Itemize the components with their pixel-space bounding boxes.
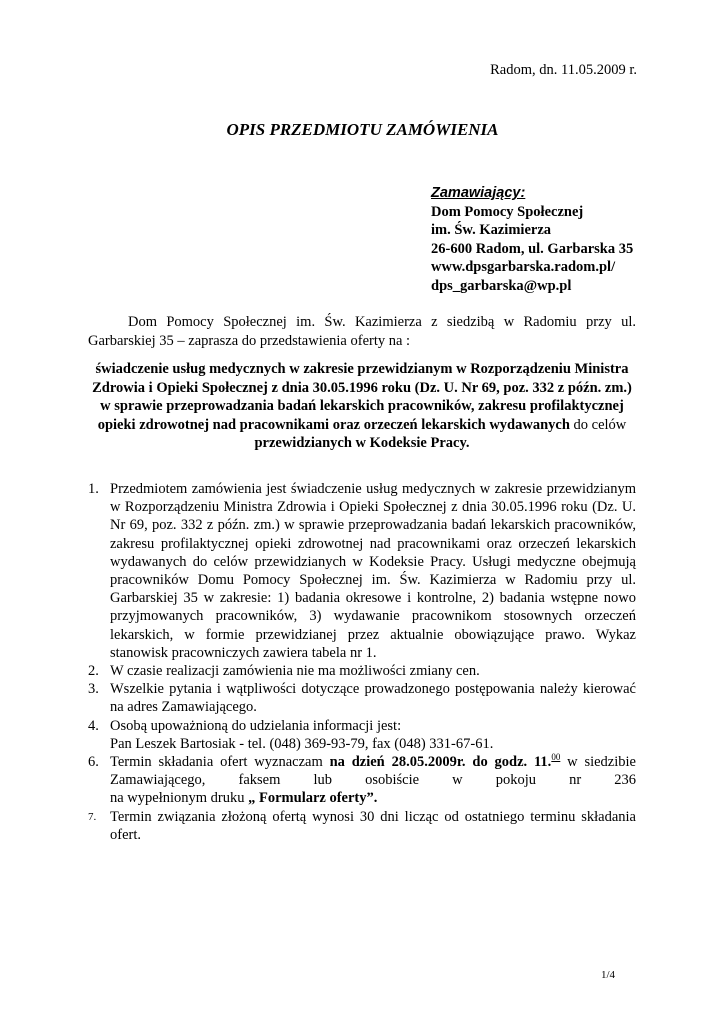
item-text: Termin związania złożoną ofertą wynosi 30 dni licząc od ostatniego terminu składania ofert. [110, 808, 636, 843]
item-text [110, 753, 636, 789]
contractor-address: 26-600 Radom, ul. Garbarska 35 [431, 240, 634, 257]
item-number: 7. [88, 810, 97, 823]
list-item [88, 753, 636, 808]
deadline-minutes: 00 [551, 752, 561, 763]
contractor-name-2: im. Św. Kazimierza [431, 222, 552, 238]
item-number: 3. [88, 681, 99, 698]
deadline-place: w siedzibie Zamawiającego, faksem lub osobiście w pokoju nr 236 [110, 754, 636, 789]
page-number: 1/4 [601, 969, 616, 981]
contact-person: Pan Leszek Bartosiak - tel. (048) 369-93-79, fax (048) 331-67-61. [110, 735, 494, 752]
item-text: W czasie realizacji zamówienia nie ma możliwości zmiany cen. [110, 663, 480, 680]
document-title: OPIS PRZEDMIOTU ZAMÓWIENIA [226, 120, 499, 139]
item-number: 6. [88, 754, 99, 771]
contractor-email: dps_garbarska@wp.pl [431, 277, 572, 294]
conditions-list [88, 480, 636, 844]
subject-normal: do celów [569, 416, 627, 433]
item-number: 2. [88, 663, 99, 680]
form-lead: na wypełnionym druku [110, 790, 249, 807]
list-item [88, 808, 636, 844]
item-text: Przedmiotem zamówienia jest świadczenie usług medycznych w zakresie przewidzianym w Rozporządzeniu Ministra Zdrowia i Opieki Społecznej z dnia 30.05.1996 roku (Dz. U. Nr 69, poz. 332 z późn. zm.) w sprawie przeprowadzania badań lekarskich pracowników, zakresu profilaktycznej opieki zdrowotnej nad pracownikami oraz orzeczeń lekarskich wydawanych do celów przewidzianych w Kodeksie Pracy. Usługi medyczne obejmują pracowników Domu Pomocy Społecznej im. Św. Kazimierza w Radomiu przy ul. Garbarskiej 35 w zakresie: 1) badania okresowe i kontrolne, 2) badania wstępne nowo przyjmowanych pracowników, 3) wydawanie pracownikom stosownych orzeczeń lekarskich, w formie przewidzianej przez aktualnie obowiązujące prawo. Wykaz stanowisk pracowniczych zawiera tabela nr 1. [110, 481, 636, 661]
deadline-date: na dzień 28.05.2009r. do godz. 11. [329, 754, 552, 771]
deadline-lead: Termin składania ofert wyznaczam [110, 754, 330, 771]
item-text: Wszelkie pytania i wątpliwości dotyczące prowadzonego postępowania należy kierować na adres Zamawiającego. [110, 681, 636, 716]
item-text: Osobą upoważnioną do udzielania informacji jest: [110, 717, 402, 734]
form-name: „ Formularz oferty”. [248, 790, 378, 807]
item-number: 1. [88, 481, 99, 497]
subject-bold-end: przewidzianych w Kodeksie Pracy. [254, 435, 470, 451]
subject-bold: świadczenie usług medycznych w zakresie przewidzianym w Rozporządzeniu Ministra Zdrowia i Opieki Społecznej z dnia 30.05.1996 roku (Dz. U. Nr 69, poz. 332 z późn. zm.) w sprawie przeprowadzania badań lekarskich pracowników, zakresu profilaktycznej opieki zdrowotnej nad pracownikami oraz orzeczeń lekarskich wydawanych [92, 361, 632, 433]
contractor-label: Zamawiający: [431, 185, 526, 201]
list-item [88, 680, 636, 716]
deadline-form [110, 789, 636, 807]
document-date: Radom, dn. 11.05.2009 r. [490, 62, 637, 78]
list-item [88, 480, 636, 662]
order-subject [88, 360, 636, 453]
intro-paragraph: Dom Pomocy Społecznej im. Św. Kazimierza z siedzibą w Radomiu przy ul. Garbarskiej 35 – zaprasza do przedstawienia oferty na : [88, 314, 636, 349]
contractor-name: Dom Pomocy Społecznej [431, 203, 584, 220]
list-item [88, 717, 636, 753]
contractor-website: www.dpsgarbarska.radom.pl/ [431, 259, 616, 275]
list-item [88, 662, 636, 680]
contractor-block [431, 184, 633, 295]
item-number: 4. [88, 717, 99, 734]
